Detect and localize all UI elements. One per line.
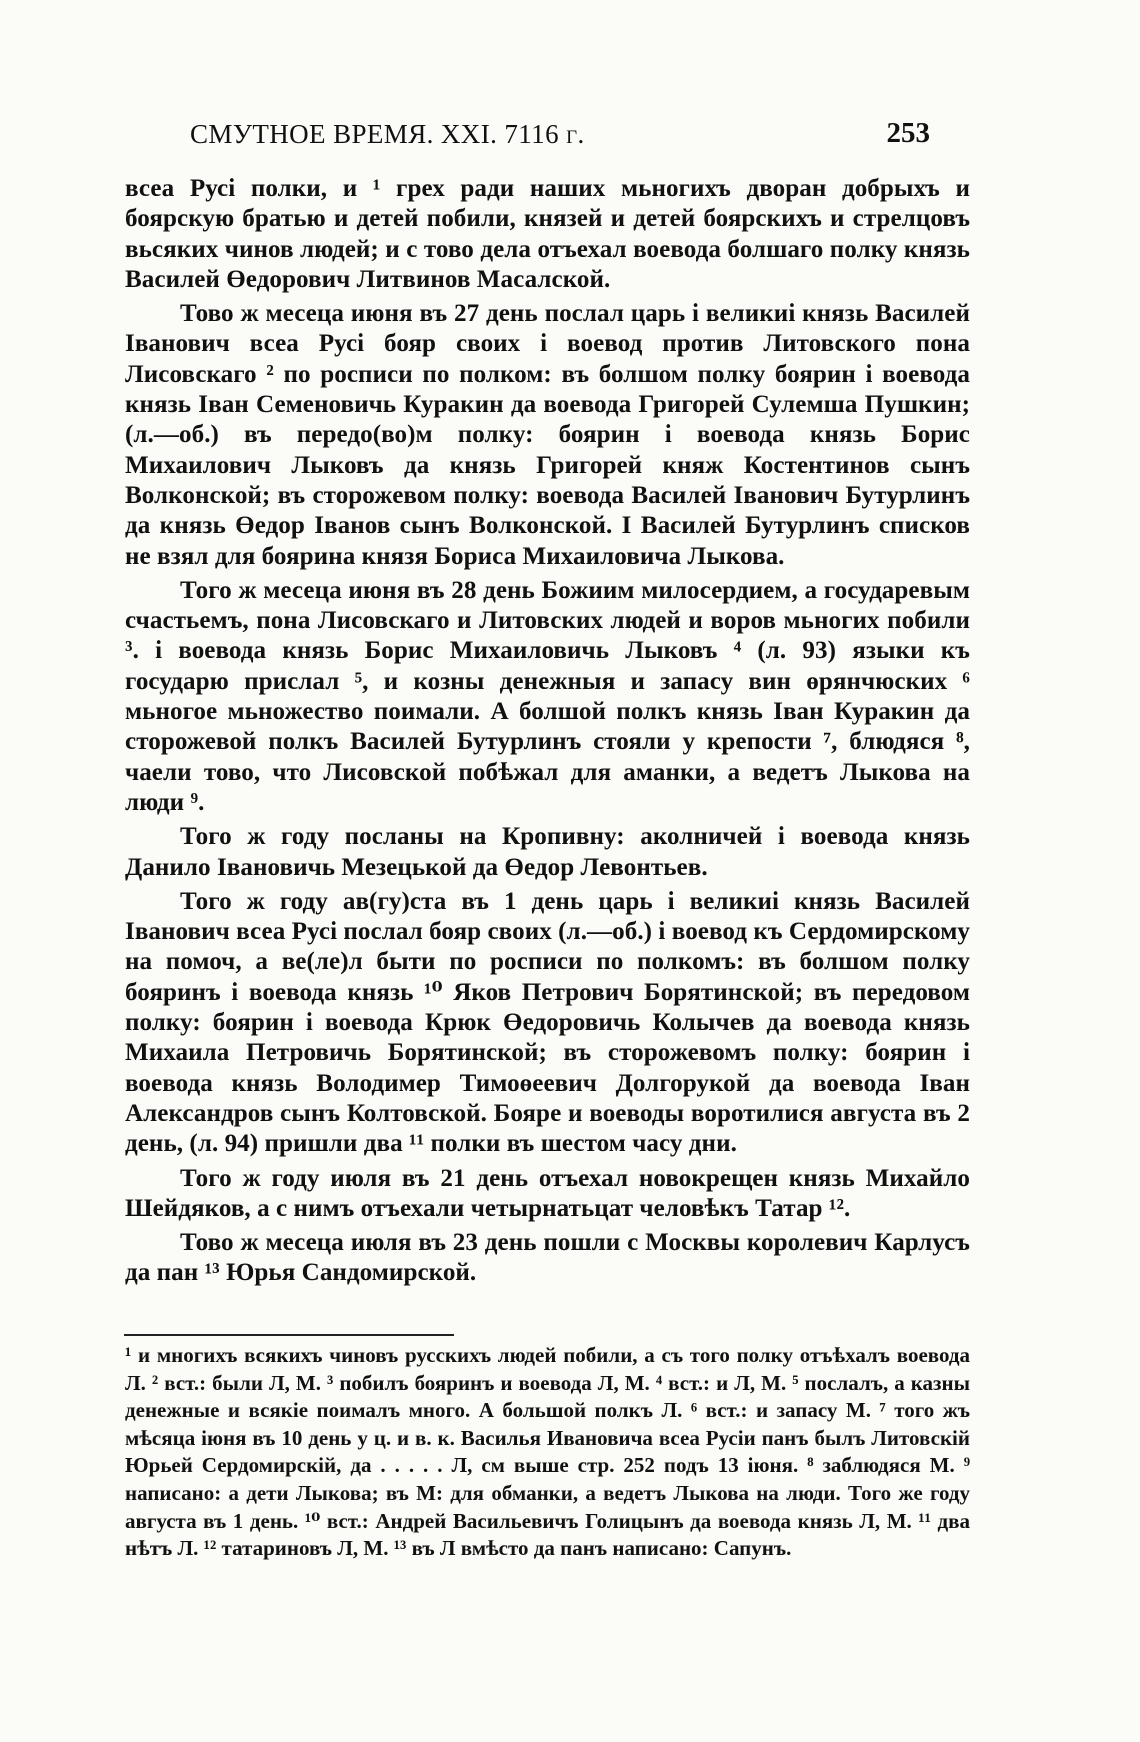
- paragraph-1: всеа Русі полки, и ¹ грех ради наших мьногихъ дворан добрыхъ и боярскую братью и детей побили, князей и детей боярскихъ и стрелцовъ вьсяких чинов людей; и с тово дела отъехал воевода болшаго полку князь Василей Өедорович Литвинов Масалской.: [125, 175, 970, 293]
- page-number: 253: [886, 117, 930, 149]
- paragraph-3: Того ж месеца июня въ 28 день Божиим милосердием, а государевым счастьемъ, пона Лисовскаго и Литовских людей и воров мьногих побили ³. і воевода князь Борис Михаиловичь Лыковъ ⁴ (л. 93) языки къ государю прислал ⁵, и козны денежныя и запасу вин өрянчюских ⁶ мьногое мьножество поимали. А болшой полкъ князь Іван Куракин да сторожевой полкъ Василей Бутурлинъ стояли у крепости ⁷, блюдяся ⁸, чаели тово, что Лисовской побѣжал для аманки, а ведетъ Лыкова на люди ⁹.: [125, 576, 970, 816]
- paragraph-7: Тово ж месеца июля въ 23 день пошли с Москвы королевич Карлусъ да пан ¹³ Юрья Сандомирской.: [125, 1229, 970, 1287]
- paragraph-4: Того ж году посланы на Кропивну: аколничей і воевода князь Данило Івановичь Мезецькой да Өедор Левонтьев.: [125, 823, 970, 881]
- footnote-divider: [124, 1334, 454, 1336]
- paragraph-2: Тово ж месеца июня въ 27 день послал царь і великиі князь Василей Іванович всеа Русі бояр своих і воевод против Литовского пона Лисовскаго ² по росписи по полком: въ болшом полку боярин і воевода князь Іван Семеновичь Куракин да воевода Григорей Сулемша Пушкин; (л.—об.) въ передо(во)м полку: боярин і воевода князь Борис Михаилович Лыковъ да князь Григорей княж Костентинов сынъ Волконской; въ сторожевом полку: воевода Василей Іванович Бутурлинъ да князь Өедор Іванов сынъ Волконской. І Василей Бутурлинъ списков не взял для боярина князя Бориса Михаиловича Лыкова.: [125, 300, 970, 570]
- page-header: [125, 115, 930, 155]
- footnotes: ¹ и многихъ всякихъ чиновъ русскихъ людей побили, а съ того полку отъѣхалъ воевода Л. ² вст.: были Л, М. ³ побилъ бояринъ и воевода Л, М. ⁴ вст.: и Л, М. ⁵ послалъ, а казны денежные и всякіе поималъ много. А большой полкъ Л. ⁶ вст.: и запасу М. ⁷ того жъ мѣсяца іюня въ 10 день у ц. и в. к. Василья Ивановича всеа Русіи панъ былъ Литовскій Юрьей Сердомирскій, да . . . . . Л, см выше стр. 252 подъ 13 іюня. ⁸ заблюдяся М. ⁹ написано: а дети Лыкова; въ М: для обманки, а ведетъ Лыкова на люди. Того же году августа въ 1 день. ¹⁰ вст.: Андрей Васильевичъ Голицынъ да воевода князь Л, М. ¹¹ два нѣтъ Л. ¹² татариновъ Л, М. ¹³ въ Л вмѣсто да панъ написано: Сапунъ.: [125, 1343, 970, 1561]
- paragraph-6: Того ж году июля въ 21 день отъехал новокрещен князь Михайло Шейдяков, а с нимъ отъехали четырнатьцат человѣкъ Татар ¹².: [125, 1164, 970, 1222]
- main-text: [125, 174, 970, 1293]
- running-head: СМУТНОЕ ВРЕМЯ. XXI. 7116 г.: [190, 119, 585, 149]
- paragraph-5: Того ж году ав(гу)ста въ 1 день царь і великиі князь Василей Іванович всеа Русі послал бояр своих (л.—об.) і воевод къ Сердомирскому на помоч, а ве(ле)л быти по росписи по полкомъ: въ болшом полку бояринъ і воевода князь ¹⁰ Яков Петрович Борятинской; въ передовом полку: боярин і воевода Крюк Өедоровичь Колычев да воевода князь Михаила Петровичь Борятинской; въ сторожевомъ полку: боярин і воевода князь Володимер Тимоөеевич Долгорукой да воевода Іван Александров сынъ Колтовской. Бояре и воеводы воротилися августа въ 2 день, (л. 94) пришли два ¹¹ полки въ шестом часу дни.: [125, 887, 970, 1158]
